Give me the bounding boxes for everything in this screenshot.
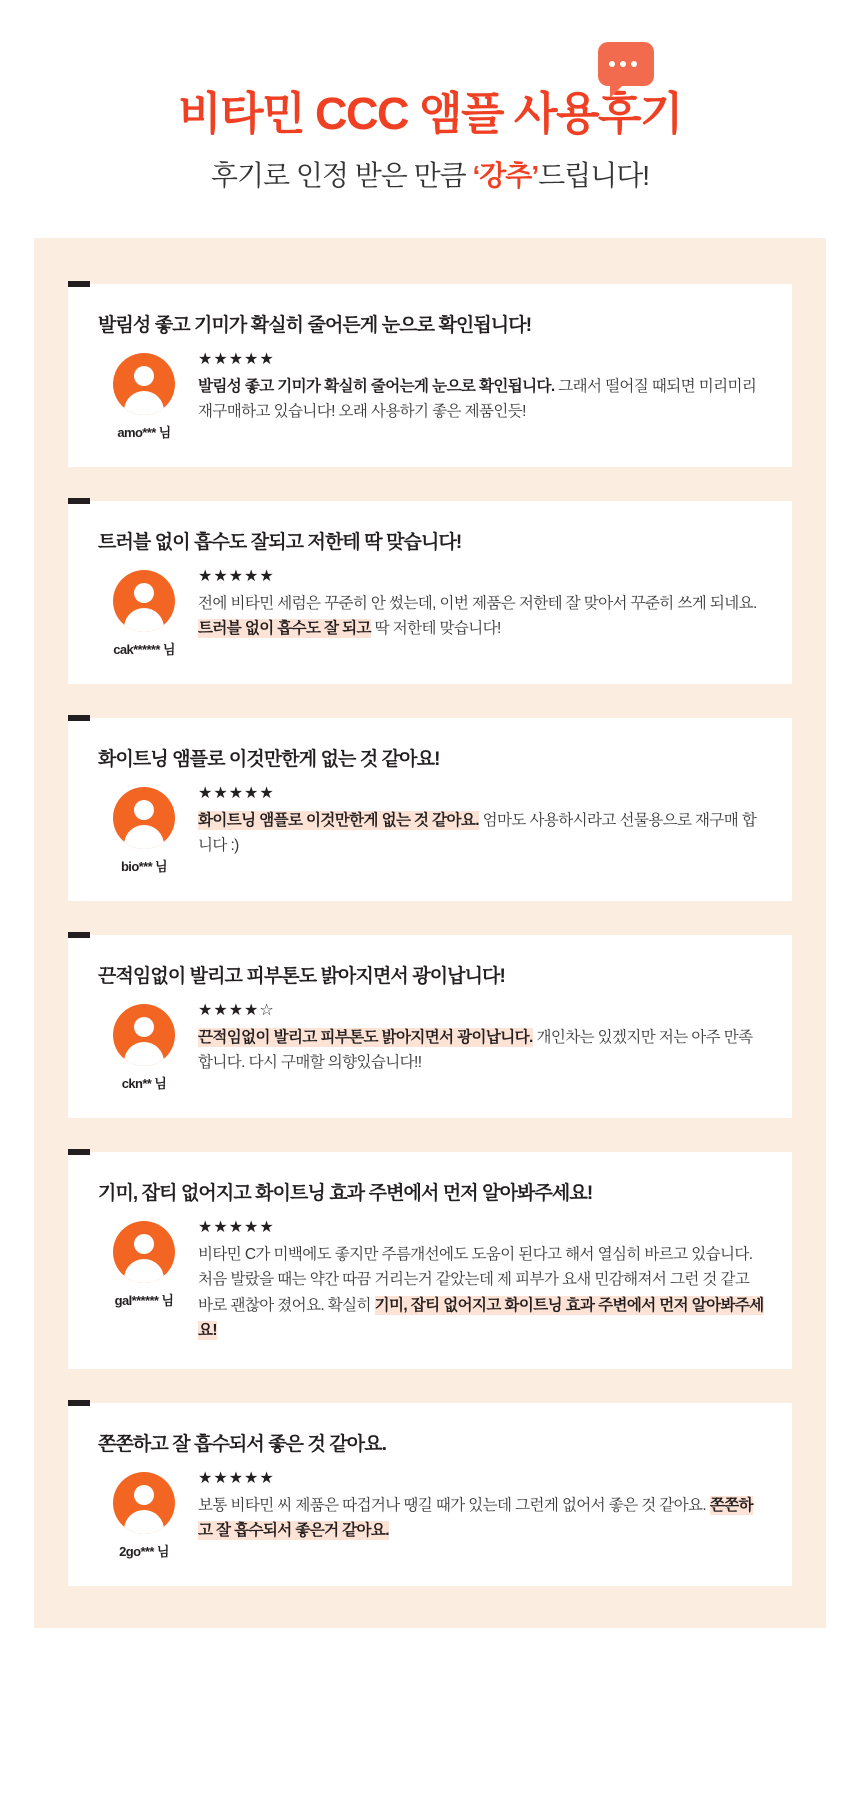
review-body-text [198,808,764,858]
reviewer-nickname: ckn** 님 [121,1075,167,1091]
review-body-text [198,1242,764,1342]
star-rating: ★★★★★ [198,1218,275,1236]
plain-phrase: 개인차는 있겠지만 저는 아주 만족합니다. 다시 구매할 의향있습니다!! [198,1029,753,1072]
avatar [113,1472,175,1534]
review-row [96,351,764,441]
review-body-text [198,374,764,424]
review-title: 발림성 좋고 기미가 확실히 줄어든게 눈으로 확인됩니다! [98,314,532,336]
review-title: 쫀쫀하고 잘 흡수되서 좋은 것 같아요. [98,1433,387,1455]
reviewer-nickname: cak****** 님 [113,641,175,657]
avatar-head-icon [134,1485,154,1505]
avatar-head-icon [134,1017,154,1037]
review-row [96,1002,764,1092]
review-card [68,1152,792,1369]
speech-bubble-dots [609,61,637,67]
reviewer-identity [96,568,192,658]
review-body-text [198,591,764,641]
card-marker [68,715,90,721]
plain-phrase: 엄마도 사용하시라고 선물용으로 재구매 합니다 :) [198,812,757,855]
card-marker [68,1400,90,1406]
speech-bubble-icon [598,42,654,86]
highlighted-phrase: 끈적임없이 발리고 피부톤도 밝아지면서 광이납니다. [198,1029,533,1047]
card-marker [68,281,90,287]
plain-phrase: 딱 저한테 맞습니다! [370,620,501,638]
review-title: 트러블 없이 흡수도 잘되고 저한테 딱 맞습니다! [98,531,462,553]
avatar-head-icon [134,583,154,603]
reviewer-identity [96,1470,192,1560]
avatar [113,1004,175,1066]
plain-phrase: 전에 비타민 세럼은 꾸준히 안 썼는데, 이번 제품은 저한테 잘 맞아서 꾸준히 쓰게 되네요. [198,595,757,613]
page-subtitle [0,154,860,194]
page-header [0,0,860,194]
avatar-body-icon [124,391,164,415]
highlighted-phrase: 쫀쫀하고 잘 흡수되서 좋은거 같아요. [198,1497,753,1540]
reviewer-identity [96,1002,192,1092]
review-row [96,1470,764,1560]
review-content [192,568,764,642]
star-rating: ★★★★★ [198,567,275,585]
review-title: 끈적임없이 발리고 피부톤도 밝아지면서 광이납니다! [98,965,505,987]
card-marker [68,498,90,504]
avatar [113,1221,175,1283]
review-content [192,1002,764,1076]
review-card [68,1403,792,1586]
review-content [192,1470,764,1544]
avatar-body-icon [124,608,164,632]
emphasized-phrase: 발림성 좋고 기미가 확실히 줄어는게 눈으로 확인됩니다. [198,378,555,396]
avatar-body-icon [124,1259,164,1283]
avatar [113,570,175,632]
reviewer-nickname: 2go*** 님 [119,1543,169,1559]
review-card [68,935,792,1118]
avatar-head-icon [134,800,154,820]
plain-phrase: 보통 비타민 씨 제품은 따겁거나 땡길 때가 있는데 그런게 없어서 좋은 것 같아요. [198,1497,710,1515]
star-rating: ★★★★★ [198,784,275,802]
subtitle-pre: 후기로 인정 받은 만큼 [210,159,473,191]
reviewer-nickname: gal****** 님 [114,1292,174,1308]
review-content [192,351,764,425]
avatar-head-icon [134,1234,154,1254]
highlighted-phrase: 기미, 잡티 없어지고 화이트닝 효과 주변에서 먼저 알아봐주세요! [198,1296,764,1339]
review-card [68,284,792,467]
reviewer-nickname: amo*** 님 [117,424,171,440]
page-title: 비타민 CCC 앰플 사용후기 [178,88,682,139]
reviews-panel [34,238,826,1628]
avatar-body-icon [124,1042,164,1066]
highlighted-phrase: 트러블 없이 흡수도 잘 되고 [198,620,371,638]
avatar-body-icon [124,825,164,849]
star-rating: ★★★★★ [198,350,275,368]
review-body-text [198,1025,764,1075]
highlighted-phrase: 화이트닝 앰플로 이것만한게 없는 것 같아요. [198,812,479,830]
review-content [192,1219,764,1343]
review-title: 기미, 잡티 없어지고 화이트닝 효과 주변에서 먼저 알아봐주세요! [98,1182,593,1204]
subtitle-post: 드립니다! [538,159,650,191]
reviewer-identity [96,1219,192,1309]
review-card [68,718,792,901]
subtitle-highlight: ‘강추’ [472,159,539,191]
star-rating: ★★★★☆ [198,1001,275,1019]
star-rating: ★★★★★ [198,1469,275,1487]
avatar [113,353,175,415]
reviewer-nickname: bio*** 님 [120,858,168,874]
reviewer-identity [96,351,192,441]
review-row [96,1219,764,1343]
plain-phrase: 그래서 떨어질 때되면 미리미리 재구매하고 있습니다! 오래 사용하기 좋은 제품인듯! [198,378,757,421]
review-title: 화이트닝 앰플로 이것만한게 없는 것 같아요! [98,748,440,770]
avatar [113,787,175,849]
avatar-head-icon [134,366,154,386]
review-content [192,785,764,859]
card-marker [68,1149,90,1155]
review-row [96,785,764,875]
plain-phrase: 비타민 C가 미백에도 좋지만 주름개선에도 도움이 된다고 해서 열심히 바르고 있습니다. 처음 발랐을 때는 약간 따끔 거리는거 같았는데 제 피부가 요새 민감해져서 그런 것 같고 바로 괜찮아 졌어요. 확실히 [198,1246,753,1314]
card-marker [68,932,90,938]
review-body-text [198,1493,764,1543]
avatar-body-icon [124,1510,164,1534]
reviewer-identity [96,785,192,875]
review-card [68,501,792,684]
review-row [96,568,764,658]
